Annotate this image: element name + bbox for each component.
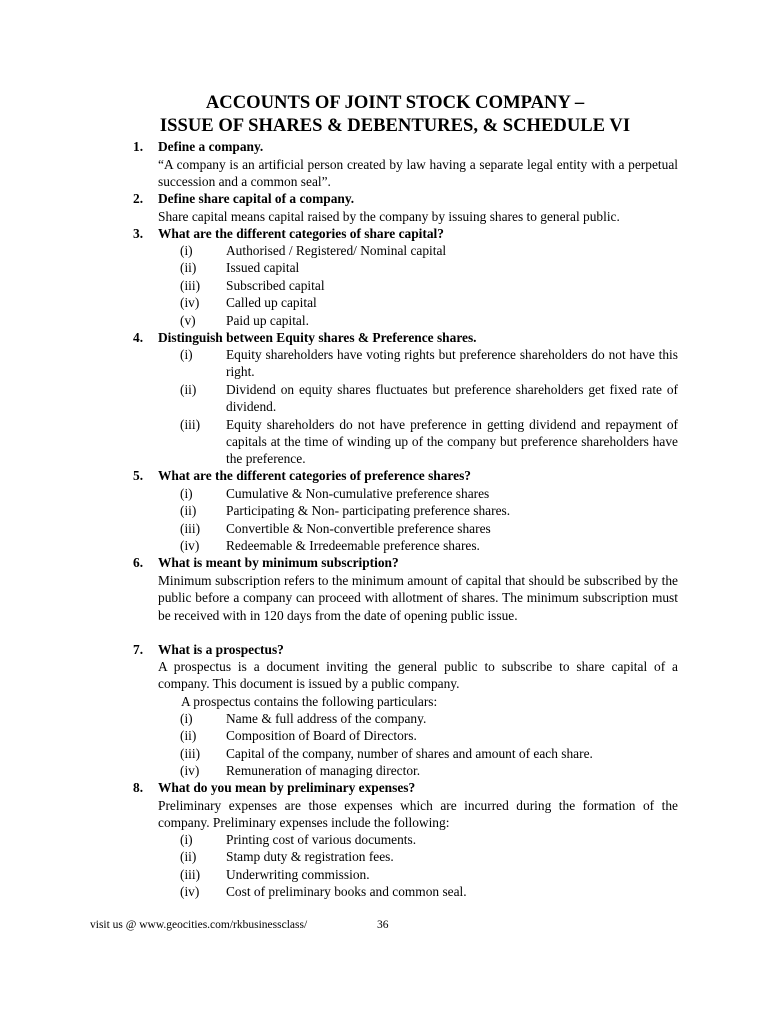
list-item: (ii) Stamp duty & registration fees.: [180, 849, 394, 865]
list-item: (iv) Called up capital: [180, 295, 317, 311]
list-item: (i) Cumulative & Non-cumulative preference shares: [180, 486, 490, 501]
question-8-answer: Preliminary expenses are those expenses which are incurred during the formation of the company. Preliminary expenses include the following:: [158, 798, 678, 831]
list-item: (iv) Cost of preliminary books and common seal.: [180, 884, 467, 900]
share-capital-categories-list: [158, 242, 678, 329]
question-8-heading: 8. What do you mean by preliminary expenses?: [133, 780, 416, 795]
preliminary-expenses-list: [158, 831, 678, 901]
question-2-heading: 2. Define share capital of a company.: [133, 191, 355, 206]
list-item: (ii) Composition of Board of Directors.: [180, 728, 417, 744]
list-item: (i) Authorised / Registered/ Nominal capital: [180, 243, 447, 258]
list-item: (iii) Subscribed capital: [180, 277, 325, 293]
list-item: (ii) Issued capital: [180, 260, 300, 276]
question-5-heading: 5. What are the different categories of preference shares?: [133, 468, 471, 483]
list-item: (ii) Participating & Non- participating preference shares.: [180, 503, 511, 519]
question-1-answer: “A company is an artificial person created by law having a separate legal entity with a perpetual succession and a common seal”.: [158, 157, 678, 190]
question-7-answer: A prospectus is a document inviting the general public to subscribe to share capital of a company. This document is issued by a public company.: [158, 659, 678, 692]
list-item: (iii) Underwriting commission.: [180, 866, 370, 882]
question-4-heading: 4. Distinguish between Equity shares & Preference shares.: [133, 330, 477, 345]
question-6-answer: Minimum subscription refers to the minimum amount of capital that should be subscribed by the public before a company can proceed with allotment of shares. The minimum subscription must be received with in 120 days from the date of opening public issue.: [158, 573, 678, 623]
list-item: (iii) Equity shareholders do not have preference in getting dividend and repayment of capitals at the time of winding up of the company but preference shareholders have the preference.: [180, 416, 678, 467]
list-item: (iv) Remuneration of managing director.: [180, 763, 421, 779]
question-2-answer: Share capital means capital raised by the company by issuing shares to general public.: [158, 209, 620, 224]
list-item: (iii) Capital of the company, number of shares and amount of each share.: [180, 745, 593, 761]
list-item: (i) Equity shareholders have voting rights but preference shareholders do not have this right.: [180, 347, 678, 380]
question-1-heading: 1. Define a company.: [133, 139, 264, 154]
document-title-line-2: ISSUE OF SHARES & DEBENTURES, & SCHEDULE VI: [159, 115, 631, 136]
list-item: (v) Paid up capital.: [180, 312, 309, 328]
question-7-sub-intro: A prospectus contains the following particulars:: [181, 694, 438, 709]
list-item: (iv) Redeemable & Irredeemable preference shares.: [180, 538, 480, 554]
list-item: (i) Name & full address of the company.: [180, 711, 427, 726]
document-title-line-1: ACCOUNTS OF JOINT STOCK COMPANY –: [205, 92, 585, 113]
list-item: (i) Printing cost of various documents.: [180, 832, 417, 847]
question-7-heading: 7. What is a prospectus?: [133, 642, 284, 657]
preference-share-categories-list: [158, 485, 678, 555]
question-3-heading: 3. What are the different categories of share capital?: [133, 226, 444, 241]
list-item: (ii) Dividend on equity shares fluctuates but preference shareholders get fixed rate of dividend.: [180, 381, 678, 415]
page-number: 36: [377, 919, 389, 931]
list-item: (iii) Convertible & Non-convertible preference shares: [180, 520, 491, 536]
equity-vs-preference-list: [158, 346, 678, 468]
question-6-heading: 6. What is meant by minimum subscription?: [133, 555, 399, 570]
footer-website-link[interactable]: visit us @ www.geocities.com/rkbusinessclass/: [90, 919, 308, 931]
prospectus-particulars-list: [158, 710, 678, 780]
